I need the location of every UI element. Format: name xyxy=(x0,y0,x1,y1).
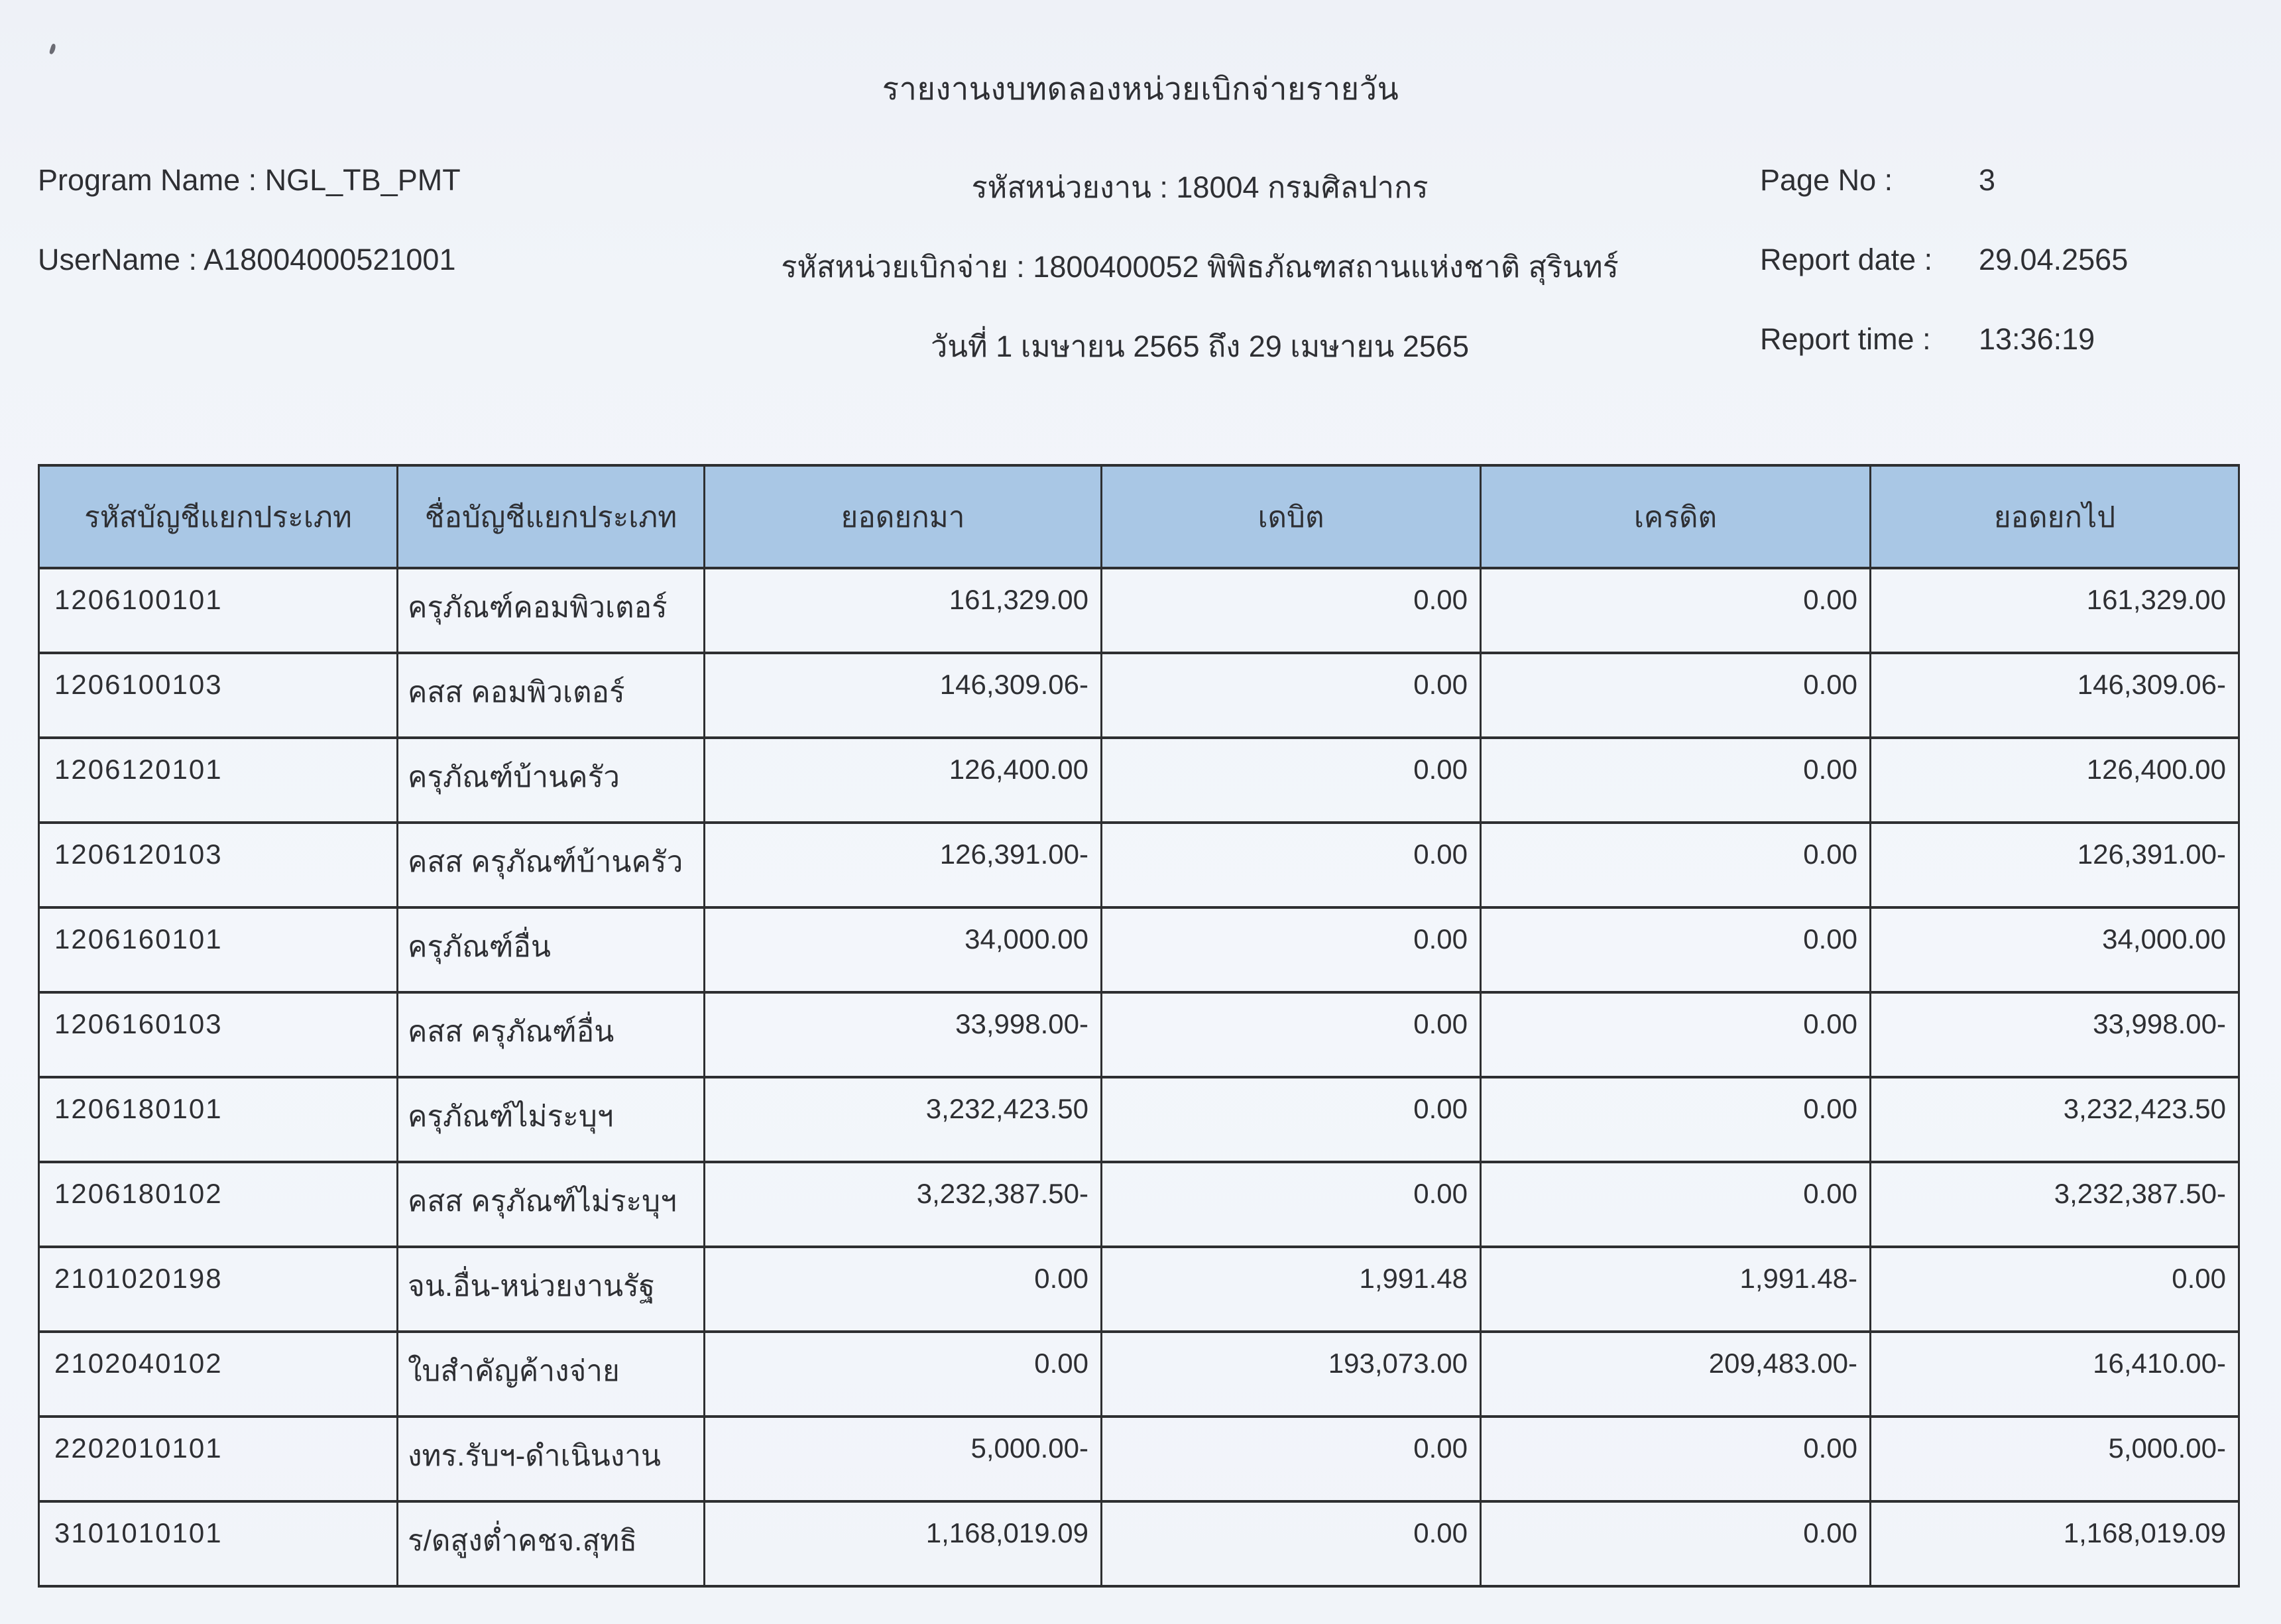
scan-artifact xyxy=(49,43,57,54)
brought-forward-cell: 34,000.00 xyxy=(705,907,1102,992)
table-row xyxy=(39,1332,2239,1417)
page-no-line xyxy=(1760,163,1995,198)
credit-cell: 0.00 xyxy=(1481,1501,1871,1586)
credit-cell: 0.00 xyxy=(1481,1162,1871,1247)
username-line xyxy=(38,243,455,277)
carried-forward-cell: 16,410.00- xyxy=(1871,1332,2239,1417)
trial-balance-table xyxy=(38,464,2240,1588)
account-code-cell: 1206100103 xyxy=(39,653,398,738)
carried-forward-cell: 146,309.06- xyxy=(1871,653,2239,738)
account-name-cell: งทร.รับฯ-ดำเนินงาน xyxy=(398,1417,705,1501)
col-header-credit: เครดิต xyxy=(1481,465,1871,568)
table-row xyxy=(39,653,2239,738)
table-row xyxy=(39,1162,2239,1247)
account-name-cell: ครุภัณฑ์ไม่ระบุฯ xyxy=(398,1077,705,1162)
account-name-cell: จน.อื่น-หน่วยงานรัฐ xyxy=(398,1247,705,1332)
credit-cell: 1,991.48- xyxy=(1481,1247,1871,1332)
table-row xyxy=(39,568,2239,653)
table-row xyxy=(39,907,2239,992)
carried-forward-cell: 3,232,423.50 xyxy=(1871,1077,2239,1162)
report-date-line xyxy=(1760,243,2128,277)
account-code-cell: 1206160101 xyxy=(39,907,398,992)
account-name-cell: คสส คอมพิวเตอร์ xyxy=(398,653,705,738)
account-name-cell: คสส ครุภัณฑ์ไม่ระบุฯ xyxy=(398,1162,705,1247)
credit-cell: 0.00 xyxy=(1481,568,1871,653)
credit-cell: 209,483.00- xyxy=(1481,1332,1871,1417)
carried-forward-cell: 0.00 xyxy=(1871,1247,2239,1332)
table-row xyxy=(39,1077,2239,1162)
account-code-cell: 1206180101 xyxy=(39,1077,398,1162)
debit-cell: 0.00 xyxy=(1102,1417,1481,1501)
report-date-value: 29.04.2565 xyxy=(1979,243,2129,276)
report-time-value: 13:36:19 xyxy=(1979,322,2095,356)
credit-cell: 0.00 xyxy=(1481,823,1871,907)
account-name-cell: คสส ครุภัณฑ์บ้านครัว xyxy=(398,823,705,907)
table-row xyxy=(39,1247,2239,1332)
date-range-line: วันที่ 1 เมษายน 2565 ถึง 29 เมษายน 2565 xyxy=(931,329,1469,363)
account-name-cell: ครุภัณฑ์อื่น xyxy=(398,907,705,992)
brought-forward-cell: 126,391.00- xyxy=(705,823,1102,907)
debit-cell: 1,991.48 xyxy=(1102,1247,1481,1332)
account-code-cell: 1206100101 xyxy=(39,568,398,653)
credit-cell: 0.00 xyxy=(1481,653,1871,738)
program-name-value: NGL_TB_PMT xyxy=(264,163,461,197)
disbursement-unit-label: รหัสหน่วยเบิกจ่าย : xyxy=(781,250,1025,284)
debit-cell: 0.00 xyxy=(1102,907,1481,992)
col-header-brought-forward: ยอดยกมา xyxy=(705,465,1102,568)
carried-forward-cell: 161,329.00 xyxy=(1871,568,2239,653)
account-name-cell: คสส ครุภัณฑ์อื่น xyxy=(398,992,705,1077)
credit-cell: 0.00 xyxy=(1481,1417,1871,1501)
disbursement-unit-line xyxy=(729,243,1670,290)
report-time-line xyxy=(1760,322,2095,357)
account-code-cell: 2102040102 xyxy=(39,1332,398,1417)
carried-forward-cell: 3,232,387.50- xyxy=(1871,1162,2239,1247)
account-code-cell: 1206160103 xyxy=(39,992,398,1077)
debit-cell: 0.00 xyxy=(1102,568,1481,653)
brought-forward-cell: 161,329.00 xyxy=(705,568,1102,653)
brought-forward-cell: 3,232,387.50- xyxy=(705,1162,1102,1247)
table-row xyxy=(39,1417,2239,1501)
agency-code-value: 18004 กรมศิลปากร xyxy=(1176,170,1429,204)
carried-forward-cell: 33,998.00- xyxy=(1871,992,2239,1077)
account-code-cell: 3101010101 xyxy=(39,1501,398,1586)
program-name-line xyxy=(38,163,461,198)
table-row xyxy=(39,738,2239,823)
credit-cell: 0.00 xyxy=(1481,1077,1871,1162)
report-time-label: Report time : xyxy=(1760,322,1931,356)
table-row xyxy=(39,992,2239,1077)
account-code-cell: 1206120101 xyxy=(39,738,398,823)
credit-cell: 0.00 xyxy=(1481,907,1871,992)
debit-cell: 193,073.00 xyxy=(1102,1332,1481,1417)
brought-forward-cell: 33,998.00- xyxy=(705,992,1102,1077)
col-header-debit: เดบิต xyxy=(1102,465,1481,568)
agency-code-line xyxy=(729,163,1670,211)
account-code-cell: 2202010101 xyxy=(39,1417,398,1501)
account-name-cell: ครุภัณฑ์คอมพิวเตอร์ xyxy=(398,568,705,653)
debit-cell: 0.00 xyxy=(1102,1162,1481,1247)
credit-cell: 0.00 xyxy=(1481,992,1871,1077)
disbursement-unit-value: 1800400052 พิพิธภัณฑสถานแห่งชาติ สุรินทร์ xyxy=(1033,250,1619,284)
brought-forward-cell: 0.00 xyxy=(705,1247,1102,1332)
col-header-carried-forward: ยอดยกไป xyxy=(1871,465,2239,568)
brought-forward-cell: 126,400.00 xyxy=(705,738,1102,823)
report-date-label: Report date : xyxy=(1760,243,1933,276)
agency-code-label: รหัสหน่วยงาน : xyxy=(971,170,1168,204)
table-body xyxy=(39,568,2239,1586)
report-title: รายงานงบทดลองหน่วยเบิกจ่ายรายวัน xyxy=(882,71,1399,106)
username-value: A18004000521001 xyxy=(204,243,456,276)
account-name-cell: ร/ดสูงต่ำคชจ.สุทธิ xyxy=(398,1501,705,1586)
col-header-account-name: ชื่อบัญชีแยกประเภท xyxy=(398,465,705,568)
debit-cell: 0.00 xyxy=(1102,653,1481,738)
brought-forward-cell: 1,168,019.09 xyxy=(705,1501,1102,1586)
carried-forward-cell: 1,168,019.09 xyxy=(1871,1501,2239,1586)
carried-forward-cell: 126,400.00 xyxy=(1871,738,2239,823)
username-label: UserName : xyxy=(38,243,198,276)
brought-forward-cell: 5,000.00- xyxy=(705,1417,1102,1501)
debit-cell: 0.00 xyxy=(1102,1077,1481,1162)
table-row xyxy=(39,1501,2239,1586)
account-code-cell: 1206120103 xyxy=(39,823,398,907)
page-no-label: Page No : xyxy=(1760,163,1893,197)
account-name-cell: ครุภัณฑ์บ้านครัว xyxy=(398,738,705,823)
brought-forward-cell: 146,309.06- xyxy=(705,653,1102,738)
page-no-value: 3 xyxy=(1979,163,1996,197)
credit-cell: 0.00 xyxy=(1481,738,1871,823)
debit-cell: 0.00 xyxy=(1102,992,1481,1077)
account-name-cell: ใบสำคัญค้างจ่าย xyxy=(398,1332,705,1417)
table-row xyxy=(39,823,2239,907)
program-name-label: Program Name : xyxy=(38,163,257,197)
brought-forward-cell: 0.00 xyxy=(705,1332,1102,1417)
account-code-cell: 2101020198 xyxy=(39,1247,398,1332)
account-code-cell: 1206180102 xyxy=(39,1162,398,1247)
table-header-row xyxy=(39,465,2239,568)
debit-cell: 0.00 xyxy=(1102,823,1481,907)
carried-forward-cell: 5,000.00- xyxy=(1871,1417,2239,1501)
debit-cell: 0.00 xyxy=(1102,738,1481,823)
debit-cell: 0.00 xyxy=(1102,1501,1481,1586)
carried-forward-cell: 34,000.00 xyxy=(1871,907,2239,992)
col-header-account-code: รหัสบัญชีแยกประเภท xyxy=(39,465,398,568)
brought-forward-cell: 3,232,423.50 xyxy=(705,1077,1102,1162)
carried-forward-cell: 126,391.00- xyxy=(1871,823,2239,907)
